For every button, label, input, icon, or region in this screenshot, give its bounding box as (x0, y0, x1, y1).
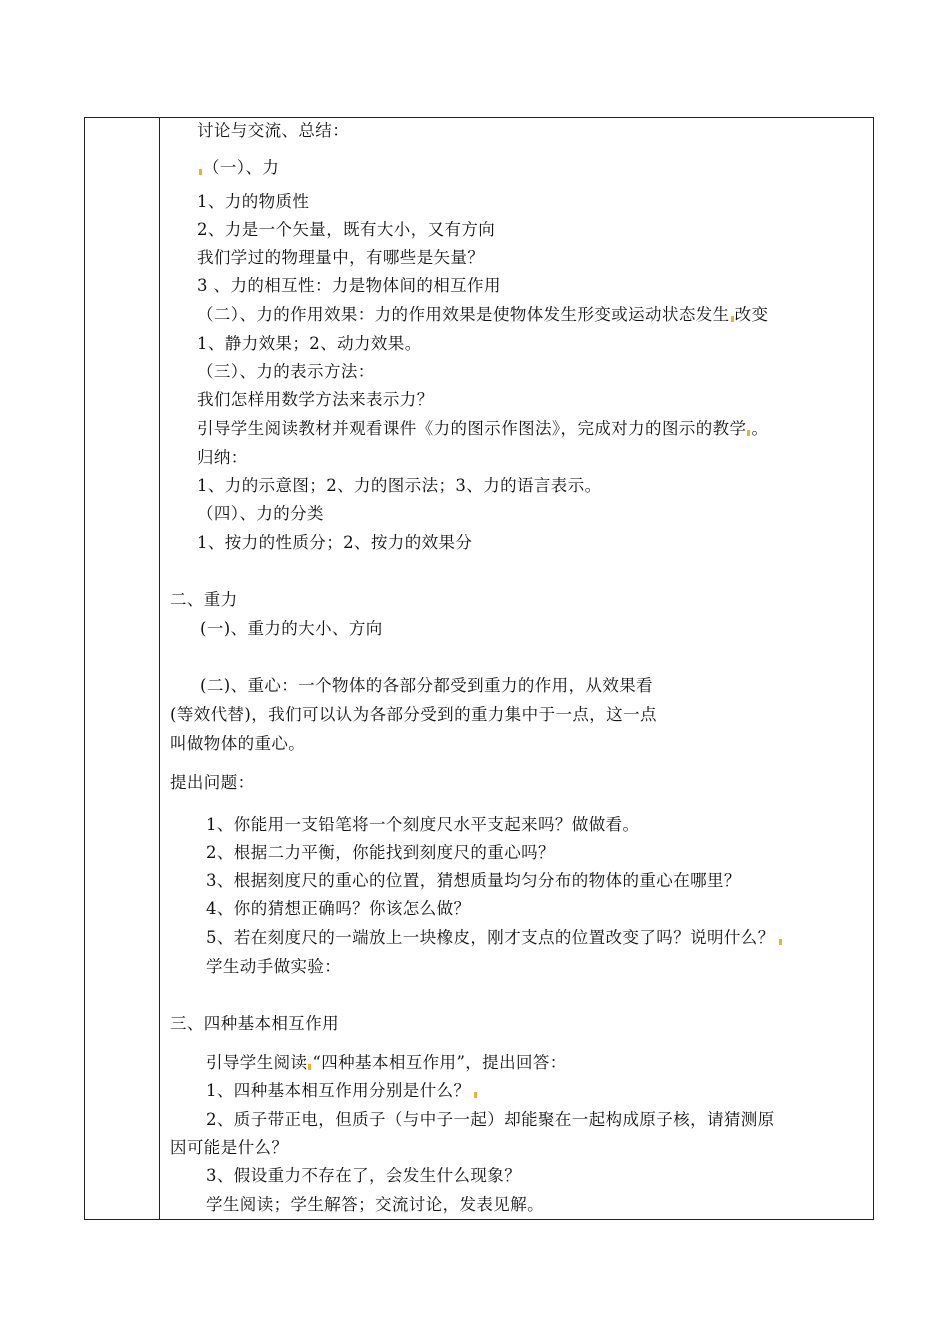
text-line (170, 1138, 288, 1158)
text-line (197, 305, 768, 325)
line-text: 1、力的示意图；2、力的图示法；3、力的语言表示。 (197, 476, 602, 495)
text-line (206, 843, 555, 863)
text-line (197, 276, 501, 296)
text-line (170, 1014, 339, 1034)
text-line (206, 1053, 567, 1073)
text-line (197, 448, 248, 468)
text-line (197, 476, 602, 496)
text-line (170, 705, 657, 725)
line-text: 提出问题： (170, 773, 255, 792)
text-line (206, 1110, 775, 1130)
text-line (197, 504, 324, 524)
marker-dot (308, 1064, 311, 1070)
line-text: 1、力的物质性 (197, 192, 310, 211)
line-text: 3 、力的相互性：力是物体间的相互作用 (197, 276, 501, 295)
marker-dot (779, 939, 782, 945)
line-text: （二）、力的作用效果：力的作用效果是使物体发生形变或运动状态发生 (197, 305, 730, 324)
line-tail: “四种基本相互作用”，提出回答： (312, 1053, 567, 1072)
line-text: 引导学生阅读教材并观看课件《力的图示作图法》，完成对力的图示的教学 (197, 419, 747, 438)
text-line (197, 419, 768, 439)
line-text: 2、根据二力平衡，你能找到刻度尺的重心吗？ (206, 843, 555, 862)
marker-dot (747, 430, 750, 436)
text-line (170, 590, 238, 610)
line-text: 三、四种基本相互作用 (170, 1014, 339, 1033)
text-line (206, 928, 783, 948)
column-divider (159, 118, 160, 1219)
line-text: 叫做物体的重心。 (170, 734, 306, 753)
text-line (197, 220, 495, 240)
line-text: 5、若在刻度尺的一端放上一块橡皮，刚才支点的位置改变了吗？说明什么？ (206, 928, 775, 947)
text-line (206, 899, 470, 919)
line-text: (等效代替)，我们可以认为各部分受到的重力集中于一点，这一点 (170, 705, 657, 724)
line-text: 讨论与交流、总结： (197, 121, 350, 140)
line-text: (二)、重心：一个物体的各部分都受到重力的作用，从效果看 (200, 676, 654, 695)
text-line (206, 871, 741, 891)
text-line (206, 1081, 478, 1101)
text-line (200, 676, 653, 696)
line-text: 1、四种基本相互作用分别是什么？ (206, 1081, 471, 1100)
line-text: 3、根据刻度尺的重心的位置，猜想质量均匀分布的物体的重心在哪里？ (206, 871, 741, 890)
line-text: （三）、力的表示方法： (197, 362, 375, 381)
text-line (197, 362, 375, 382)
marker-dot (199, 169, 202, 175)
line-text: 1、你能用一支铅笔将一个刻度尺水平支起来吗？做做看。 (206, 815, 640, 834)
line-text: （一）、力 (203, 158, 280, 177)
line-text: 因可能是什么？ (170, 1138, 289, 1157)
text-line (206, 1166, 521, 1186)
text-line (200, 619, 383, 639)
line-text: 2、质子带正电，但质子（与中子一起）却能聚在一起构成原子核，请猜测原 (206, 1110, 775, 1129)
line-text: 1、静力效果；2、动力效果。 (197, 334, 422, 353)
text-line (198, 158, 279, 178)
text-line (206, 1195, 544, 1215)
line-text: 学生动手做实验： (206, 957, 342, 976)
line-text: 我们怎样用数学方法来表示力？ (197, 390, 434, 409)
line-text: 4、你的猜想正确吗？你该怎么做？ (206, 899, 471, 918)
line-text: (一)、重力的大小、方向 (200, 619, 383, 638)
marker-dot (731, 316, 734, 322)
line-text: 二、重力 (170, 590, 238, 609)
line-text: 引导学生阅读 (206, 1053, 308, 1072)
text-line (197, 390, 434, 410)
text-line (197, 334, 422, 354)
text-line (206, 957, 341, 977)
line-text: （四）、力的分类 (197, 504, 324, 523)
line-text: 1、按力的性质分；2、按力的效果分 (197, 533, 473, 552)
marker-dot (474, 1092, 477, 1098)
line-text: 我们学过的物理量中，有哪些是矢量？ (197, 248, 485, 267)
text-line (197, 248, 484, 268)
line-text: 归纳： (197, 448, 248, 467)
text-line (197, 121, 349, 141)
text-line (170, 773, 255, 793)
line-text: 2、力是一个矢量，既有大小，又有方向 (197, 220, 496, 239)
text-line (170, 734, 305, 754)
line-tail: 改变 (734, 305, 769, 324)
text-line (197, 533, 472, 553)
line-tail: 。 (751, 419, 769, 438)
text-line (197, 192, 309, 212)
line-text: 学生阅读；学生解答；交流讨论，发表见解。 (206, 1195, 544, 1214)
line-text: 3、假设重力不存在了，会发生什么现象？ (206, 1166, 522, 1185)
text-line (206, 815, 639, 835)
